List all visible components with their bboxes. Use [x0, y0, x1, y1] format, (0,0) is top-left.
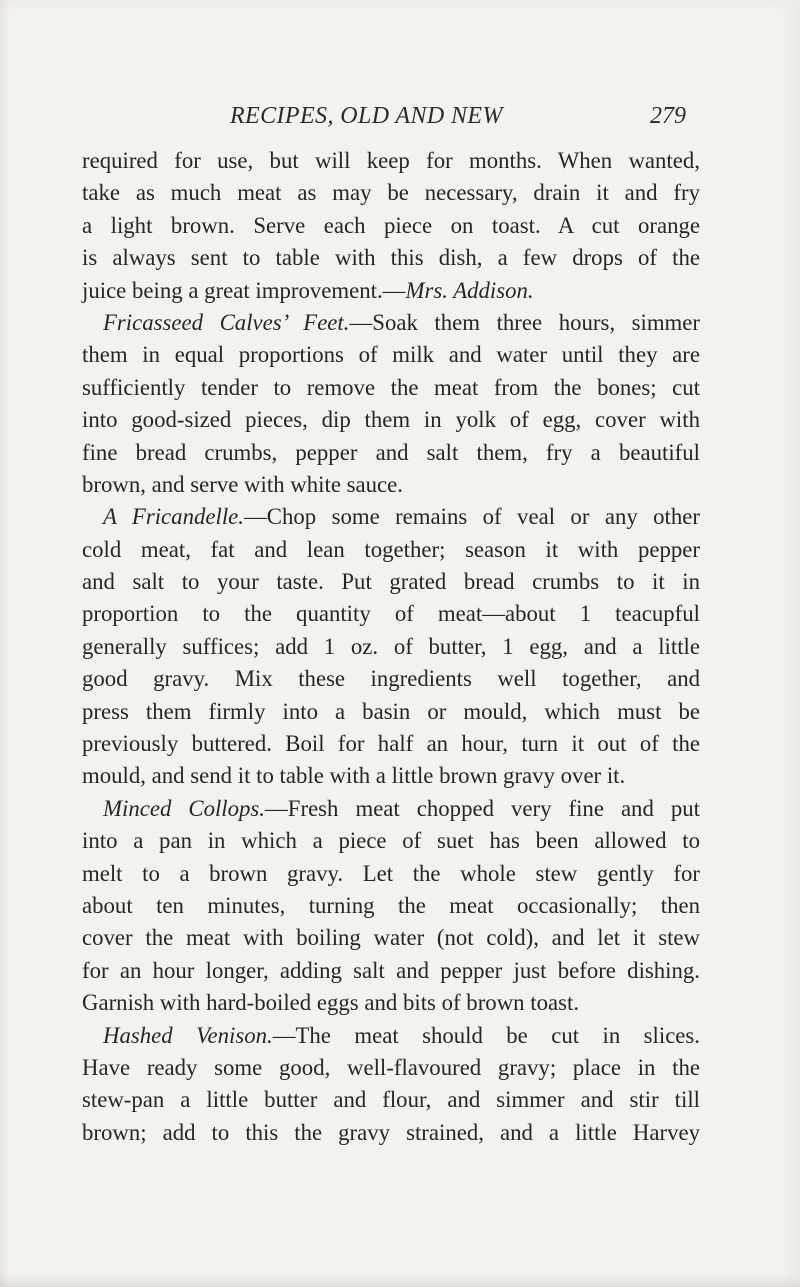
text-line: required for use, but will keep for months. When wanted, — [82, 148, 700, 173]
recipe-title-minced-collops: Minced Collops. — [103, 795, 265, 821]
text-segment: —Soak them three hours, simmer — [349, 309, 700, 335]
text-line: is always sent to table with this dish, a few drops of the — [82, 245, 700, 271]
recipe-title-fricasseed-calves-feet: Fricasseed Calves’ Feet. — [103, 309, 350, 335]
running-head: RECIPES, OLD AND NEW — [230, 103, 503, 129]
text-line: sufficiently tender to remove the meat from the bones; cut — [82, 374, 700, 400]
text-line: Have ready some good, well-flavoured gravy; place in the — [82, 1054, 700, 1080]
text-line: melt to a brown gravy. Let the whole stew gently for — [82, 860, 700, 886]
text-line: previously buttered. Boil for half an hour, turn it out of the — [82, 731, 700, 757]
text-line: into a pan in which a piece of suet has been allowed to — [82, 828, 700, 854]
attribution: Mrs. Addison. — [405, 277, 534, 303]
recipe-title-hashed-venison: Hashed Venison. — [103, 1022, 273, 1048]
text-line: mould, and send it to table with a little brown gravy over it. — [82, 763, 626, 789]
text-segment: —The meat should be cut in slices. — [272, 1022, 700, 1048]
text-line: stew-pan a little butter and flour, and simmer and stir till — [82, 1087, 700, 1113]
recipe-heading-line — [82, 307, 700, 339]
text-line: good gravy. Mix these ingredients well together, and — [82, 666, 700, 692]
text-line — [82, 275, 700, 307]
recipe-heading-line — [82, 793, 700, 825]
text-line: brown; add to this the gravy strained, and a little Harvey — [82, 1119, 700, 1145]
text-line: Garnish with hard-boiled eggs and bits of brown toast. — [82, 990, 580, 1016]
text-line: into good-sized pieces, dip them in yolk of egg, cover with — [82, 407, 700, 433]
text-line: about ten minutes, turning the meat occasionally; then — [82, 892, 700, 918]
page-number: 279 — [650, 103, 686, 129]
text-segment: —Chop some remains of veal or any other — [243, 504, 700, 530]
recipe-heading-line — [82, 1020, 700, 1052]
text-line: a light brown. Serve each piece on toast. A cut orange — [82, 212, 700, 238]
text-line: brown, and serve with white sauce. — [82, 471, 403, 497]
recipe-title-fricandelle: A Fricandelle. — [103, 504, 244, 530]
text-line: press them firmly into a basin or mould, which must be — [82, 698, 700, 724]
text-line: and salt to your taste. Put grated bread crumbs to it in — [82, 569, 700, 595]
text-line: cold meat, fat and lean together; season it with pepper — [82, 536, 700, 562]
text-line: cover the meat with boiling water (not cold), and let it stew — [82, 925, 700, 951]
text-segment: juice being a great improvement.— — [82, 277, 406, 303]
text-line: them in equal proportions of milk and water until they are — [82, 342, 700, 368]
text-line: take as much meat as may be necessary, drain it and fry — [82, 180, 700, 206]
page-header — [0, 103, 800, 137]
text-line: fine bread crumbs, pepper and salt them, fry a beautiful — [82, 439, 700, 465]
text-line: generally suffices; add 1 oz. of butter, 1 egg, and a little — [82, 633, 700, 659]
text-line: for an hour longer, adding salt and pepper just before dishing. — [82, 957, 700, 983]
text-segment: —Fresh meat chopped very fine and put — [265, 795, 700, 821]
text-line: proportion to the quantity of meat—about 1 teacupful — [82, 601, 700, 627]
recipe-heading-line — [82, 501, 700, 533]
recipe-text — [82, 145, 700, 1149]
